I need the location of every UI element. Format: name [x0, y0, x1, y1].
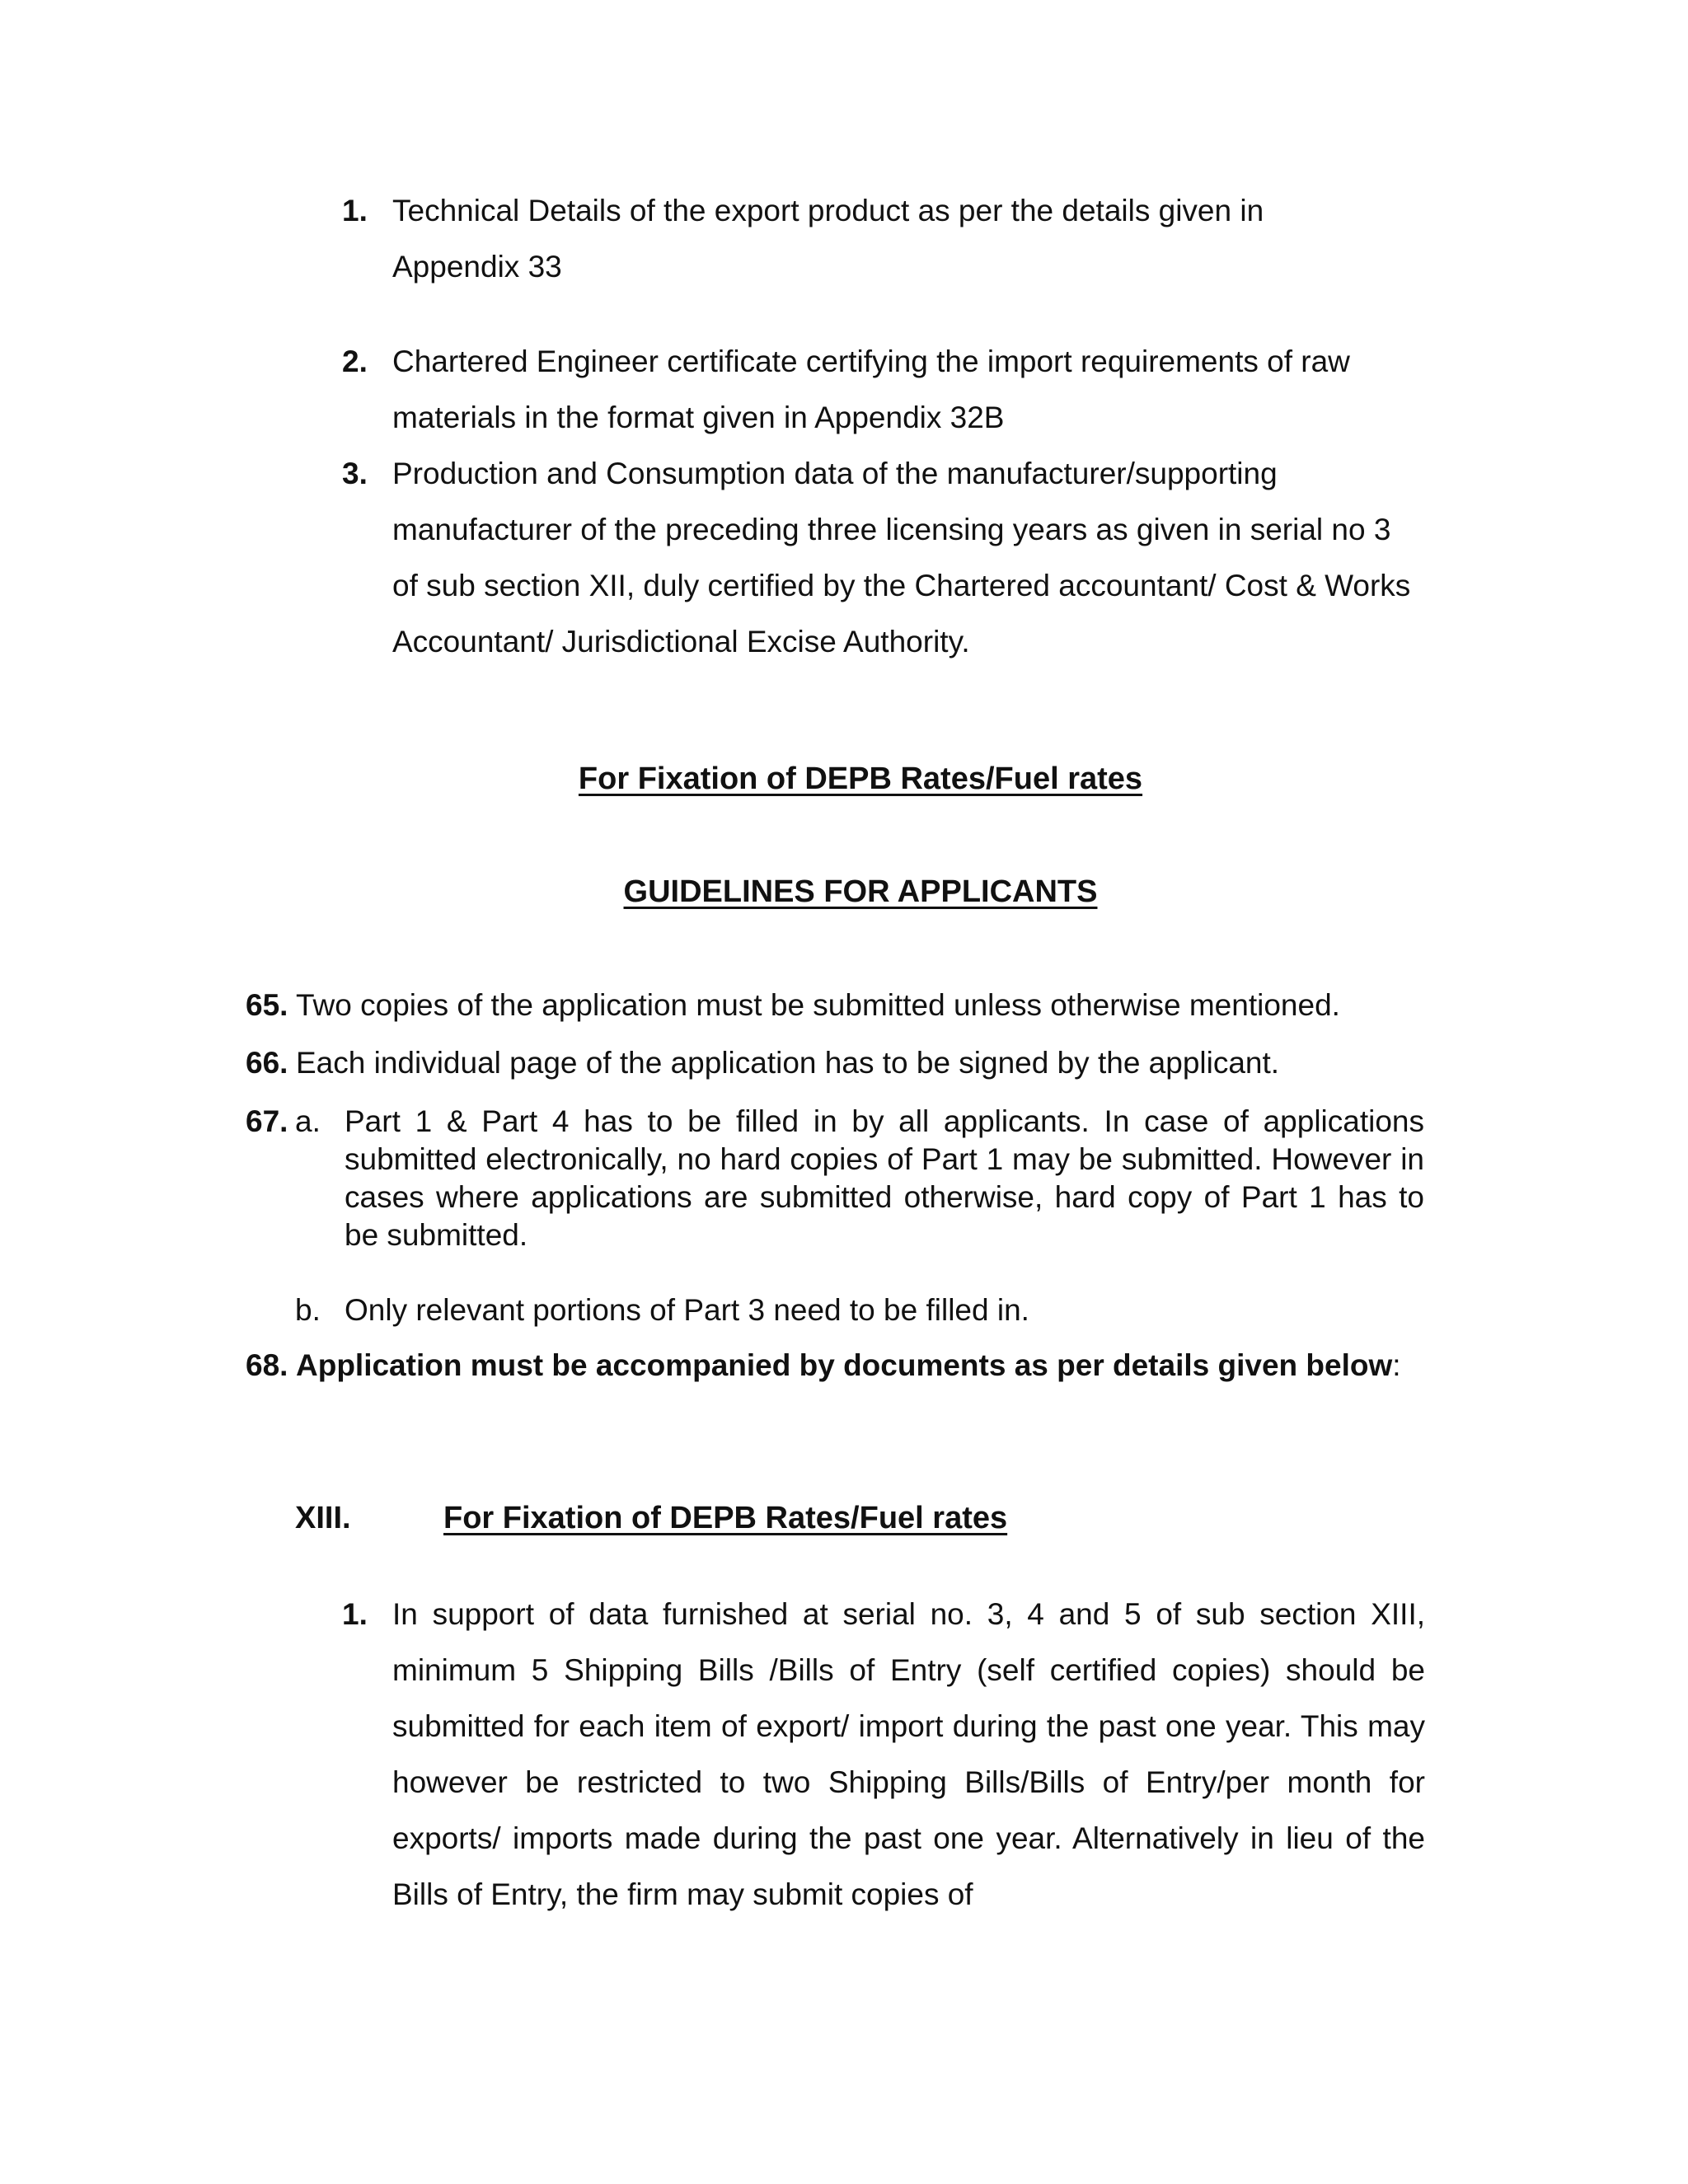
guideline-number: 67.	[246, 1104, 288, 1138]
list-item-text: Production and Consumption data of the manufacturer/supporting manufacturer of the preceding three licensing years as given in serial no 3 of sub section XII, duly certified by the Chartered accountant/ Cost & Works Accountant/ Jurisdictional Excise Authority.	[392, 457, 1411, 658]
guideline-number: 65.	[246, 988, 288, 1022]
list-item-text: Chartered Engineer certificate certifying the import requirements of raw materials in the format given in Appendix 32B	[392, 344, 1350, 434]
section-numeral: XIII.	[295, 1501, 351, 1535]
list-item-text: In support of data furnished at serial no. 3, 4 and 5 of sub section XIII, minimum 5 Shipping Bills /Bills of Entry (self certified copies) should be submitted for each item of export/ import during the past one year. This may however be restricted to two Shipping Bills/Bills of Entry/per month for exports/ imports made during the past one year. Alternatively in lieu of the Bills of Entry, the firm may submit copies of	[392, 1597, 1425, 1911]
list-number: 1.	[342, 194, 368, 227]
guidelines-heading: GUIDELINES FOR APPLICANTS	[623, 874, 1098, 909]
section-title: For Fixation of DEPB Rates/Fuel rates	[443, 1501, 1008, 1535]
section-heading: For Fixation of DEPB Rates/Fuel rates	[578, 762, 1143, 796]
guideline-number: 68.	[246, 1348, 288, 1382]
guideline-number: 66.	[246, 1046, 288, 1080]
sub-item-letter: b.	[295, 1293, 321, 1327]
guideline-text: Each individual page of the application has to be signed by the applicant.	[296, 1046, 1280, 1080]
guideline-text-bold: Application must be accompanied by documents as per details given below	[296, 1348, 1393, 1382]
guideline-text: Two copies of the application must be submitted unless otherwise mentioned.	[296, 988, 1340, 1022]
sub-item-text: Part 1 & Part 4 has to be filled in by all applicants. In case of applications submitted electronically, no hard copies of Part 1 may be submitted. However in cases where applications are submitted otherwise, hard copy of Part 1 has to be submitted.	[345, 1104, 1424, 1252]
guideline-text	[296, 1338, 1425, 1394]
sub-item-text: Only relevant portions of Part 3 need to be filled in.	[345, 1293, 1029, 1327]
list-number: 1.	[342, 1597, 368, 1631]
list-number: 2.	[342, 344, 368, 378]
guideline-text-tail: :	[1392, 1348, 1401, 1382]
sub-item-letter: a.	[295, 1104, 321, 1138]
list-item-text: Technical Details of the export product as per the details given in Appendix 33	[392, 194, 1264, 284]
list-number: 3.	[342, 457, 368, 490]
